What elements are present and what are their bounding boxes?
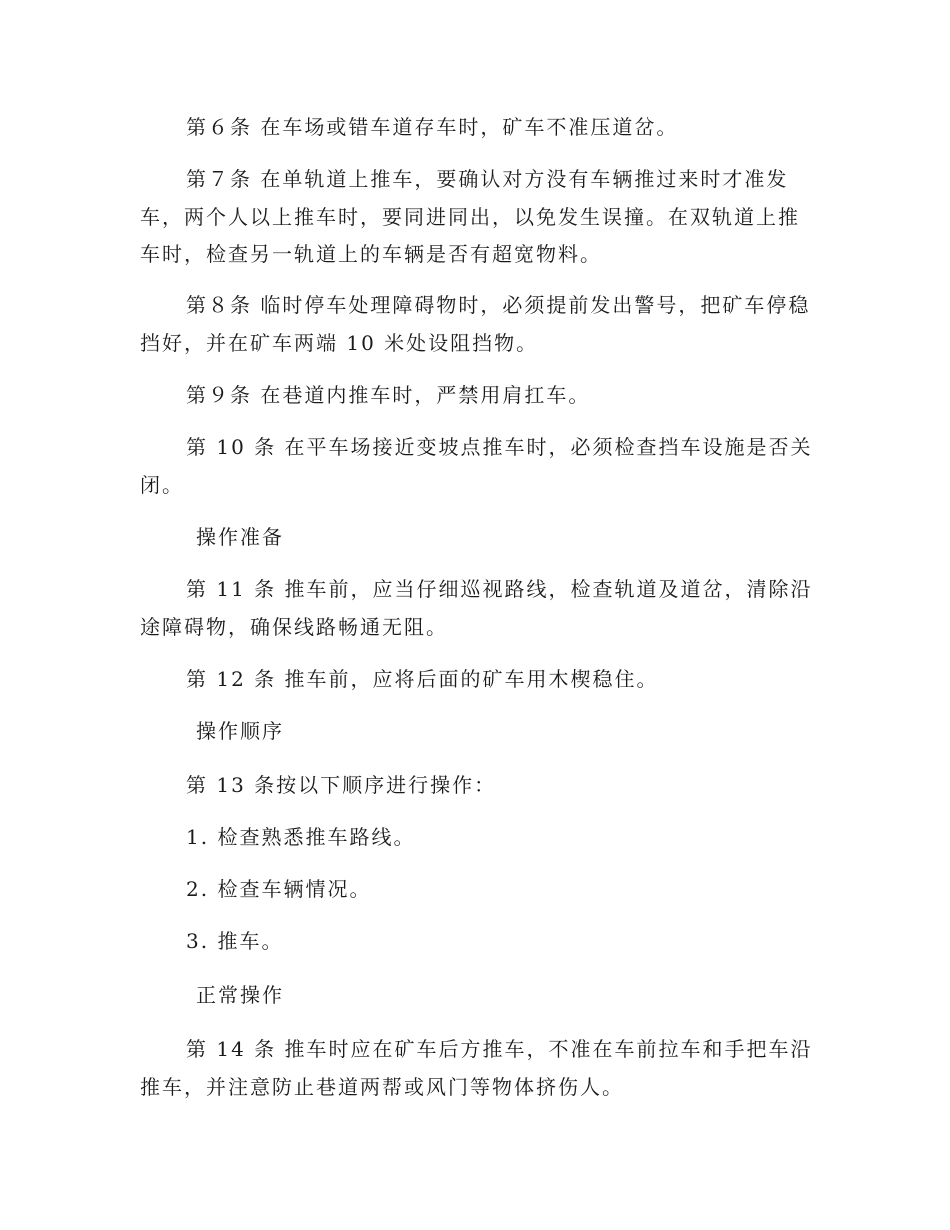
article-8-line-2: 挡好，并在矿车两端 10 米处设阻挡物。	[140, 331, 539, 355]
article-7-line-2: 车，两个人以上推车时，要同进同出，以免发生误撞。在双轨道上推	[140, 205, 800, 229]
article-9-line: 第９条 在巷道内推车时，严禁用肩扛车。	[186, 383, 591, 407]
step-2: 2. 检查车辆情况。	[186, 877, 372, 901]
step-3: 3. 推车。	[186, 929, 284, 953]
section-heading-normal-operation: 正常操作	[196, 983, 284, 1007]
section-heading-preparation: 操作准备	[196, 525, 284, 549]
article-7-line-1: 第７条 在单轨道上推车，要确认对方没有车辆推过来时才准发	[186, 167, 789, 191]
article-14-line-2: 推车，并注意防止巷道两帮或风门等物体挤伤人。	[140, 1075, 624, 1099]
article-10-line-2: 闭。	[140, 473, 184, 497]
article-6-line: 第６条 在车场或错车道存车时，矿车不准压道岔。	[186, 115, 679, 139]
article-10-line-1: 第 10 条 在平车场接近变坡点推车时，必须检查挡车设施是否关	[186, 435, 813, 459]
step-1: 1. 检查熟悉推车路线。	[186, 825, 416, 849]
article-12-line: 第 12 条 推车前，应将后面的矿车用木楔稳住。	[186, 667, 659, 691]
article-11-line-1: 第 11 条 推车前，应当仔细巡视路线，检查轨道及道岔，清除沿	[186, 577, 813, 601]
article-14-line-1: 第 14 条 推车时应在矿车后方推车，不准在车前拉车和手把车沿	[186, 1037, 813, 1061]
article-13-line: 第 13 条按以下顺序进行操作：	[186, 773, 497, 797]
article-11-line-2: 途障碍物，确保线路畅通无阻。	[140, 615, 448, 639]
article-7-line-3: 车时，检查另一轨道上的车辆是否有超宽物料。	[140, 242, 602, 266]
section-heading-sequence: 操作顺序	[196, 719, 284, 743]
article-8-line-1: 第８条 临时停车处理障碍物时，必须提前发出警号，把矿车停稳	[186, 293, 811, 317]
